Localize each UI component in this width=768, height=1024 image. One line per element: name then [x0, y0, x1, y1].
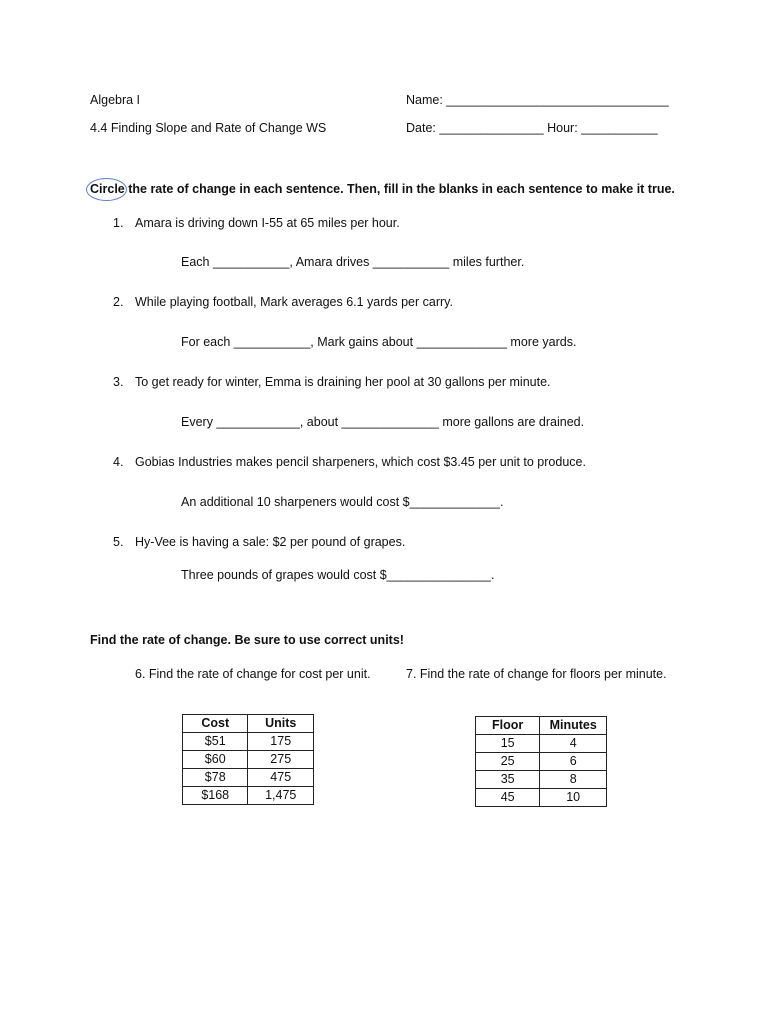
table-cell: $60	[183, 751, 248, 769]
table-cell: $51	[183, 733, 248, 751]
table-header-row	[476, 717, 607, 735]
instruction-text: the rate of change in each sentence. Then, fill in the blanks in each sentence to make it true.	[124, 182, 675, 196]
section2-instruction: Find the rate of change. Be sure to use correct units!	[90, 633, 404, 647]
name-field: Name: ________________________________	[406, 93, 669, 107]
section1-instruction	[90, 182, 675, 196]
floor-minutes-table	[475, 716, 607, 807]
table-cell: 4	[540, 735, 607, 753]
table-row	[476, 771, 607, 789]
problem-number: 3.	[113, 375, 124, 389]
table-cell: 45	[476, 789, 540, 807]
table-cell: 10	[540, 789, 607, 807]
worksheet-title: 4.4 Finding Slope and Rate of Change WS	[90, 121, 327, 135]
problem-number: 5.	[113, 535, 124, 549]
problem-fill-sentence: Three pounds of grapes would cost $_______________.	[181, 568, 495, 582]
problem-text: While playing football, Mark averages 6.1 yards per carry.	[135, 295, 453, 309]
table-cell: 15	[476, 735, 540, 753]
problem-fill-sentence: Every ____________, about ______________ more gallons are drained.	[181, 415, 585, 429]
table-row	[183, 733, 314, 751]
problem-text: Amara is driving down I-55 at 65 miles per hour.	[135, 216, 400, 230]
table-header-row	[183, 715, 314, 733]
date-hour-field: Date: _______________ Hour: ___________	[406, 121, 658, 135]
table-cell: 1,475	[248, 787, 314, 805]
table-header-cell: Units	[248, 715, 314, 733]
problem6-text: 6. Find the rate of change for cost per unit.	[135, 667, 371, 681]
table-cell: 6	[540, 753, 607, 771]
table-cell: 25	[476, 753, 540, 771]
problem-fill-sentence: For each ___________, Mark gains about _____________ more yards.	[181, 335, 577, 349]
problem-text: To get ready for winter, Emma is draining her pool at 30 gallons per minute.	[135, 375, 551, 389]
problem7-text: 7. Find the rate of change for floors per minute.	[406, 667, 667, 681]
table-row	[183, 751, 314, 769]
problem-number: 4.	[113, 455, 124, 469]
table-header-cell: Minutes	[540, 717, 607, 735]
table-header-cell: Floor	[476, 717, 540, 735]
circle-word: Circle	[90, 182, 125, 196]
problem-fill-sentence: An additional 10 sharpeners would cost $_____________.	[181, 495, 504, 509]
table-cell: $78	[183, 769, 248, 787]
table-header-cell: Cost	[183, 715, 248, 733]
table-row	[183, 787, 314, 805]
problem-text: Gobias Industries makes pencil sharpeners, which cost $3.45 per unit to produce.	[135, 455, 586, 469]
table-row	[476, 753, 607, 771]
problem-number: 2.	[113, 295, 124, 309]
table-cell: 475	[248, 769, 314, 787]
problem-text: Hy-Vee is having a sale: $2 per pound of grapes.	[135, 535, 406, 549]
table-cell: $168	[183, 787, 248, 805]
table-row	[183, 769, 314, 787]
problem-fill-sentence: Each ___________, Amara drives ___________ miles further.	[181, 255, 525, 269]
table-row	[476, 735, 607, 753]
course-label: Algebra I	[90, 93, 141, 107]
problem-number: 1.	[113, 216, 124, 230]
table-cell: 175	[248, 733, 314, 751]
cost-units-table	[182, 714, 314, 805]
table-cell: 275	[248, 751, 314, 769]
table-row	[476, 789, 607, 807]
table-cell: 35	[476, 771, 540, 789]
table-cell: 8	[540, 771, 607, 789]
